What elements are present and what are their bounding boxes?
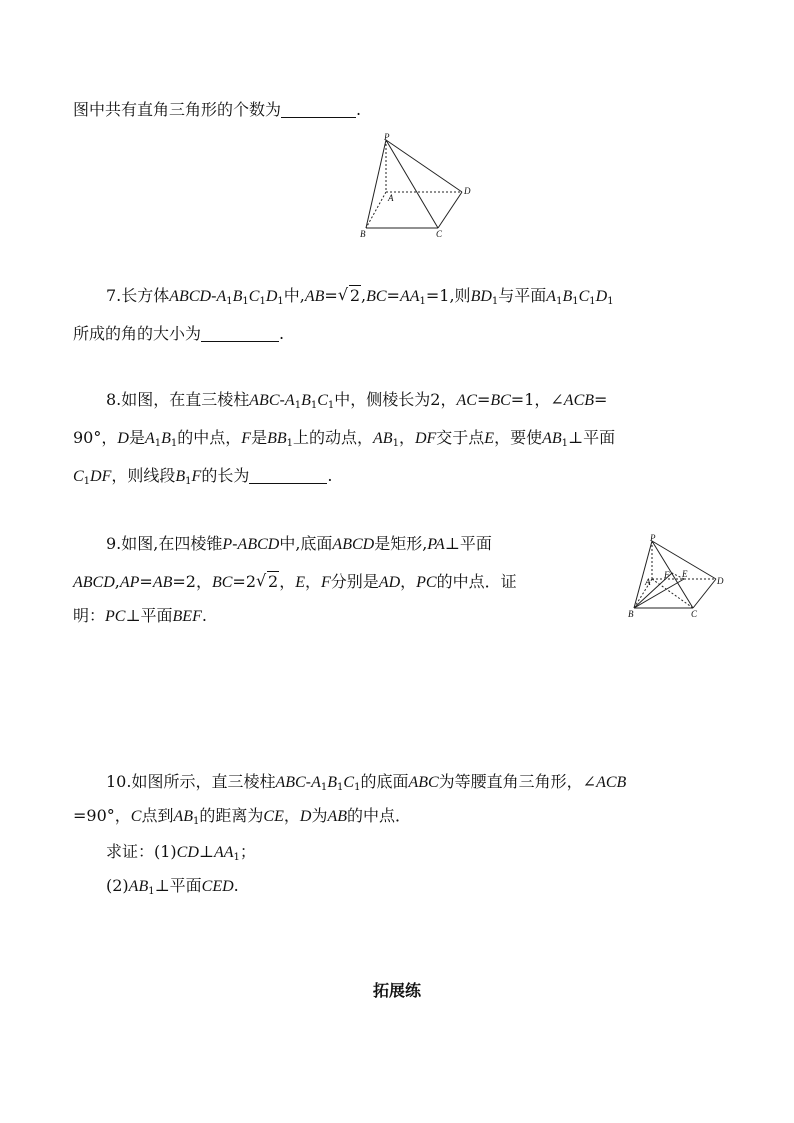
section-title: 拓展练: [372, 981, 421, 1000]
q10-line-4: $(2)AB_1\perp$平面CED.: [106, 876, 239, 897]
q9-line-2: ABCD,AP=AB=2，BC=2√ 2，E，F分别是AD，PC的中点．证: [73, 570, 517, 595]
figure-pyramid-2: [626, 533, 726, 621]
q6-line: 图中共有直角三角形的个数为 .: [73, 100, 362, 119]
q10-line-1: 10.如图所示，直三棱柱ABC-$A_1B_1C_1$的底面ABC为等腰直角三角形，∠ACB: [106, 772, 627, 793]
figure-pyramid-1: [355, 130, 475, 242]
fig2-label-a: A: [645, 577, 651, 587]
fig1-label-b: B: [360, 229, 366, 239]
fig2-label-f: F: [664, 570, 670, 580]
fig1-label-c: C: [436, 229, 443, 239]
fig2-label-d: D: [717, 576, 724, 586]
q8-line-3: $C_1DF$，则线段$B_1F$的长为 .: [73, 466, 333, 487]
q9-line-3: 明：PC⊥平面BEF.: [73, 606, 207, 625]
q6-text: 图中共有直角三角形的个数为: [73, 100, 282, 119]
q9-line-1: 9.如图,在四棱锥P-ABCD中,底面ABCD是矩形,PA⊥平面: [106, 534, 492, 553]
fig2-label-c: C: [691, 609, 698, 619]
fig2-label-b: B: [628, 609, 634, 619]
q7-blank: [201, 325, 279, 342]
fig2-label-p: P: [650, 533, 656, 543]
q7-line-2: 所成的角的大小为 .: [73, 324, 285, 343]
fig1-label-p: P: [384, 132, 390, 142]
q6-blank: [281, 101, 356, 118]
q10-line-2: =90°，C点到$AB_1$的距离为CE，D为AB的中点．: [73, 806, 412, 827]
sqrt-2: √ 2: [338, 284, 361, 308]
q7-line-1: 7.长方体ABCD-$A_1B_1C_1D_1$中,AB=√ $2,BC=AA_1=1$,则$BD_1$与平面$A_1B_1C_1D_1$: [106, 284, 614, 314]
q8-line-2: 90°，D是$A_1B_1$的中点，F是$BB_1$上的动点，$AB_1$，DF交于点E，要使$AB_1\perp$平面: [73, 428, 616, 449]
q10-line-3: 求证：$(1)CD\perp AA_1$；: [106, 842, 256, 863]
fig1-label-a: A: [388, 193, 394, 203]
q8-line-1: 8.如图，在直三棱柱ABC-$A_1B_1C_1$中，侧棱长为2，AC=BC=1，∠ACB=: [106, 390, 608, 411]
q8-blank: [249, 467, 327, 484]
fig1-label-d: D: [464, 186, 471, 196]
fig2-label-e: E: [682, 569, 688, 579]
sqrt-2b: √ 2: [256, 570, 279, 594]
